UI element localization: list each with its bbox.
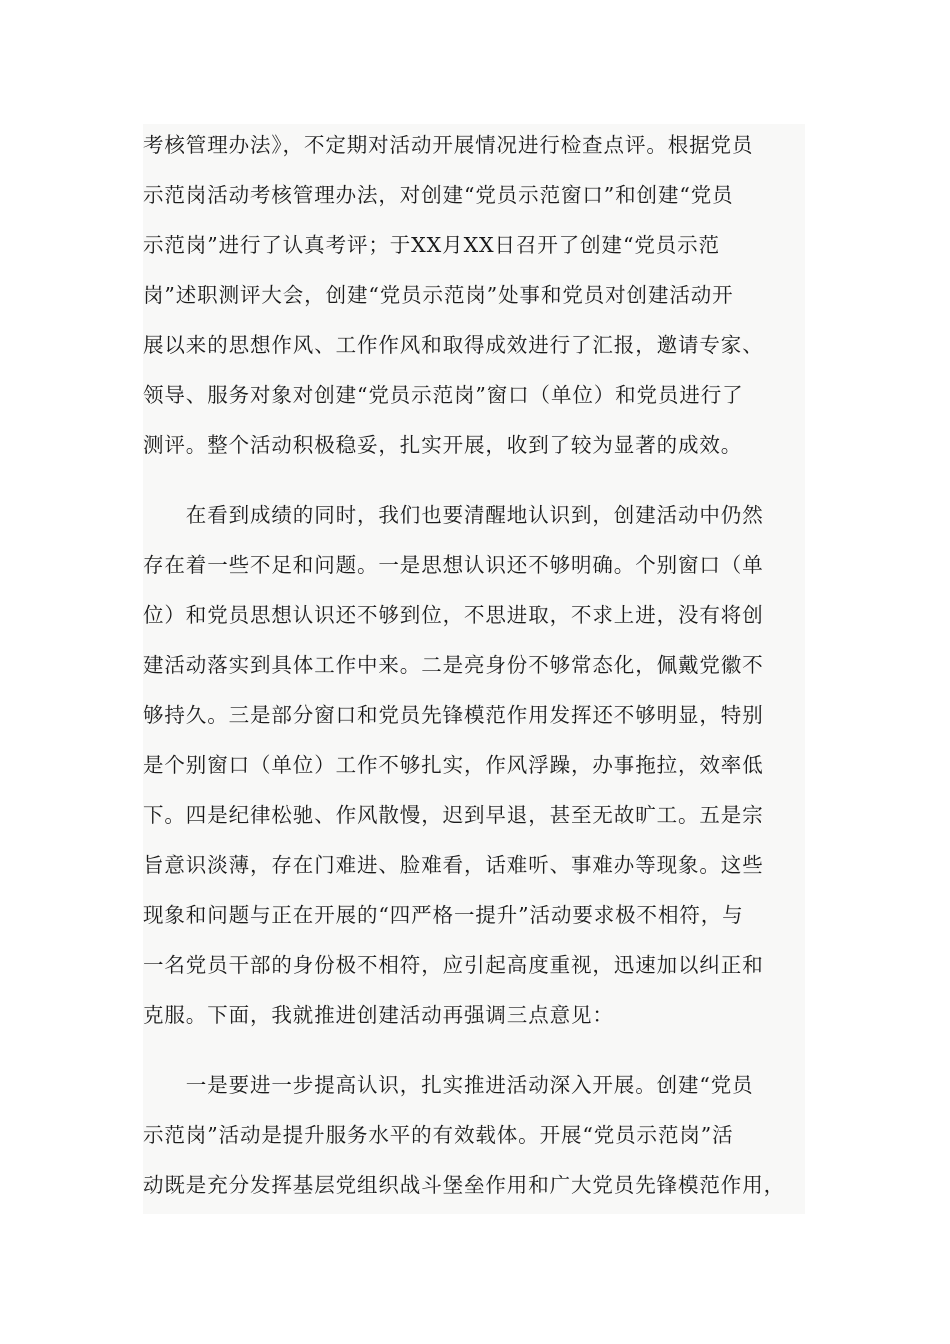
text-line: 考核管理办法》，不定期对活动开展情况进行检查点评。根据党员 xyxy=(143,133,754,157)
text-line: 一是要进一步提高认识，扎实推进活动深入开展。创建“党员 xyxy=(143,1073,754,1097)
document-body xyxy=(143,124,805,1214)
text-line: 存在着一些不足和问题。一是思想认识还不够明确。个别窗口（单 xyxy=(143,553,764,577)
text-line: 展以来的思想作风、工作作风和取得成效进行了汇报，邀请专家、 xyxy=(143,333,764,357)
text-line: 岗”述职测评大会，创建“党员示范岗”处事和党员对创建活动开 xyxy=(143,283,734,307)
text-line: 是个别窗口（单位）工作不够扎实，作风浮躁，办事拖拉，效率低 xyxy=(143,753,764,777)
text-line: 示范岗活动考核管理办法，对创建“党员示范窗口”和创建“党员 xyxy=(143,183,734,207)
text-line: 一名党员干部的身份极不相符，应引起高度重视，迅速加以纠正和 xyxy=(143,953,764,977)
text-line: 领导、服务对象对创建“党员示范岗”窗口（单位）和党员进行了 xyxy=(143,383,744,407)
text-line: 示范岗”活动是提升服务水平的有效载体。开展“党员示范岗”活 xyxy=(143,1123,734,1147)
text-line: 位）和党员思想认识还不够到位，不思进取，不求上进，没有将创 xyxy=(143,603,764,627)
text-line: 建活动落实到具体工作中来。二是亮身份不够常态化，佩戴党徽不 xyxy=(143,653,764,677)
text-line: 够持久。三是部分窗口和党员先锋模范作用发挥还不够明显，特别 xyxy=(143,703,764,727)
text-line: 示范岗”进行了认真考评；于XX月XX日召开了创建“党员示范 xyxy=(143,233,720,257)
text-line: 测评。整个活动积极稳妥，扎实开展，收到了较为显著的成效。 xyxy=(143,433,743,457)
text-line: 现象和问题与正在开展的“四严格一提升”活动要求极不相符，与 xyxy=(143,903,744,927)
text-line: 在看到成绩的同时，我们也要清醒地认识到，创建活动中仍然 xyxy=(143,503,764,527)
text-line: 克服。下面，我就推进创建活动再强调三点意见： xyxy=(143,1003,614,1027)
text-line: 旨意识淡薄，存在门难进、脸难看，话难听、事难办等现象。这些 xyxy=(143,853,764,877)
text-line: 动既是充分发挥基层党组织战斗堡垒作用和广大党员先锋模范作用， xyxy=(143,1173,785,1197)
text-line: 下。四是纪律松驰、作风散慢，迟到早退，甚至无故旷工。五是宗 xyxy=(143,803,764,827)
